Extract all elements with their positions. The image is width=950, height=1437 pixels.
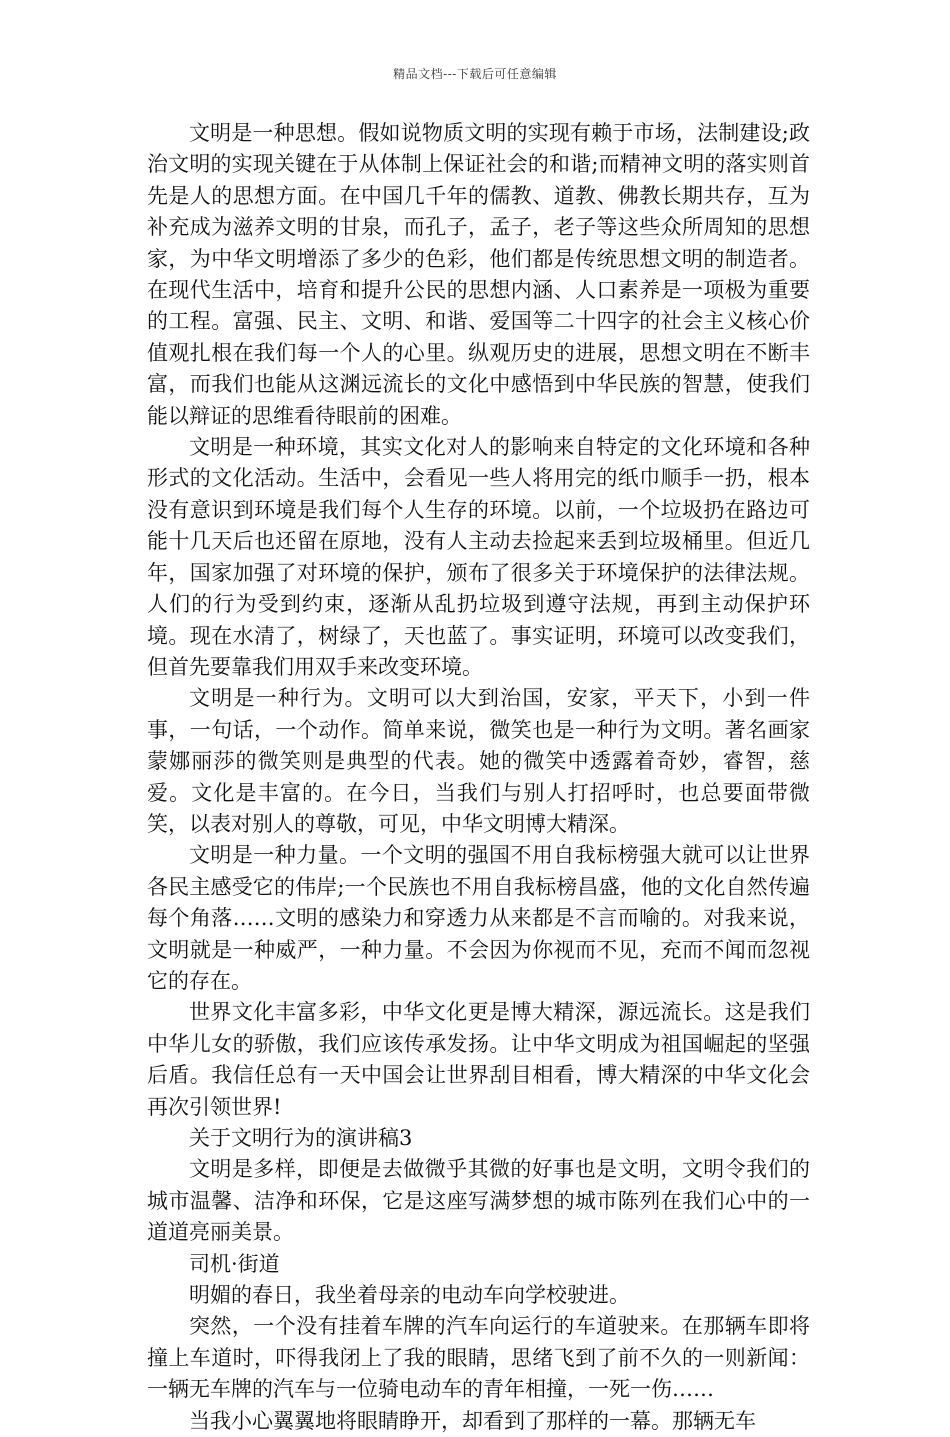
paragraph-civilization-environment: 文明是一种环境，其实文化对人的影响来自特定的文化环境和各种形式的文化活动。生活中，会看见一些人将用完的纸巾顺手一扔，根本没有意识到环境是我们每个人生存的环境。以前，一个垃圾扔在路边可能十几天后也还留在原地，没有人主动去捡起来丢到垃圾桶里。但近几年，国家加强了对环境的保护，颁布了很多关于环境保护的法律法规。人们的行为受到约束，逐渐从乱扔垃圾到遵守法规，再到主动保护环境。现在水清了，树绿了，天也蓝了。事实证明，环境可以改变我们，但首先要靠我们用双手来改变环境。 — [147, 435, 810, 679]
page-header: 精品文档---下载后可任意编辑 — [393, 67, 557, 81]
subheading-driver-street: 司机·街道 — [189, 1251, 280, 1276]
paragraph-spring-day: 明媚的春日，我坐着母亲的电动车向学校驶进。 — [189, 1283, 630, 1308]
paragraph-open-eyes: 当我小心翼翼地将眼睛睁开，却看到了那样的一幕。那辆无车 — [189, 1408, 756, 1433]
paragraph-civilization-behavior: 文明是一种行为。文明可以大到治国，安家，平天下，小到一件事，一句话，一个动作。简单来说，微笑也是一种行为文明。著名画家蒙娜丽莎的微笑则是典型的代表。她的微笑中透露着奇妙，睿智，慈爱。文化是丰富的。在今日，当我们与别人打招呼时，也总要面带微笑，以表对别人的尊敬，可见，中华文明博大精深。 — [147, 686, 810, 836]
paragraph-sudden-car: 突然，一个没有挂着车牌的汽车向运行的车道驶来。在那辆车即将撞上车道时，吓得我闭上了我的眼睛，思绪飞到了前不久的一则新闻：一辆无车牌的汽车与一位骑电动车的青年相撞，一死一伤…… — [147, 1314, 810, 1402]
paragraph-chinese-culture: 世界文化丰富多彩，中华文化更是博大精深，源远流长。这是我们中华儿女的骄傲，我们应该传承发扬。让中华文明成为祖国崛起的坚强后盾。我信任总有一天中国会让世界刮目相看，博大精深的中华文化会再次引领世界! — [147, 1000, 810, 1119]
paragraph-civilization-diverse: 文明是多样，即便是去做微乎其微的好事也是文明，文明令我们的城市温馨、洁净和环保，它是这座写满梦想的城市陈列在我们心中的一道道亮丽美景。 — [147, 1157, 810, 1245]
paragraph-civilization-power: 文明是一种力量。一个文明的强国不用自我标榜强大就可以让世界各民主感受它的伟岸;一个民族也不用自我标榜昌盛，他的文化自然传遍每个角落……文明的感染力和穿透力从来都是不言而喻的。对我来说，文明就是一种威严，一种力量。不会因为你视而不见，充而不闻而忽视它的存在。 — [147, 843, 810, 993]
paragraph-civilization-thought: 文明是一种思想。假如说物质文明的实现有赖于市场，法制建设;政治文明的实现关键在于从体制上保证社会的和谐;而精神文明的落实则首先是人的思想方面。在中国几千年的儒教、道教、佛教长期共存，互为补充成为滋养文明的甘泉，而孔子，孟子，老子等这些众所周知的思想家，为中华文明增添了多少的色彩，他们都是传统思想文明的制造者。在现代生活中，培育和提升公民的思想内涵、人口素养是一项极为重要的工程。富强、民主、文明、和谐、爱国等二十四字的社会主义核心价值观扎根在我们每一个人的心里。纵观历史的进展，思想文明在不断丰富，而我们也能从这渊远流长的文化中感悟到中华民族的智慧，使我们能以辩证的思维看待眼前的困难。 — [147, 121, 810, 428]
section-title: 关于文明行为的演讲稿3 — [189, 1126, 413, 1150]
document-body — [147, 118, 810, 1437]
